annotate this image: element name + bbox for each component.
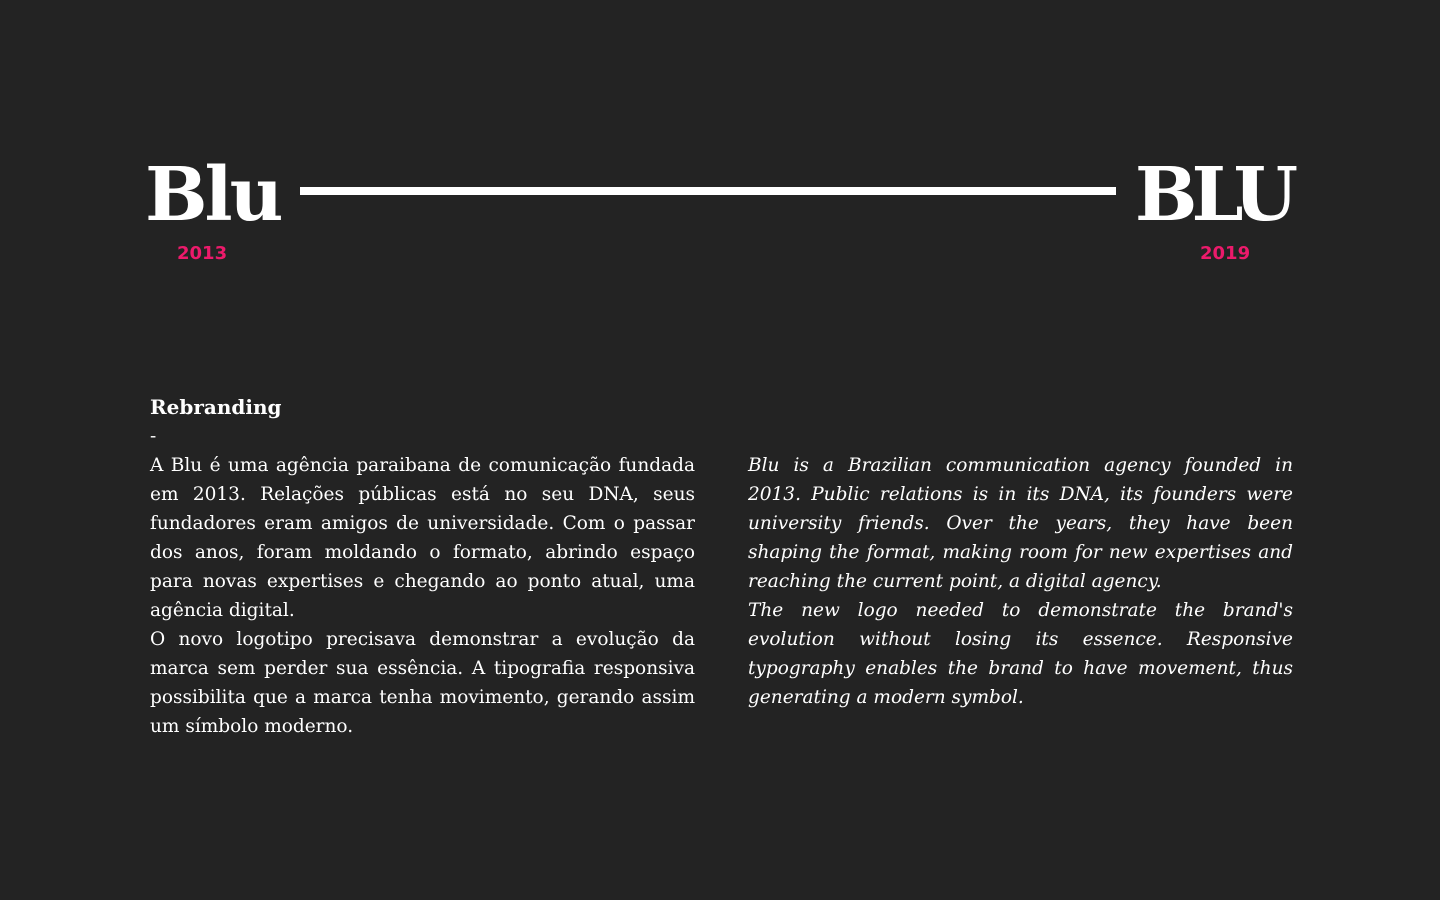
portuguese-paragraph-2: O novo logotipo precisava demonstrar a evolução da marca sem perder sua essência. A tipografia responsiva possibilita que a marca tenha movimento, gerando assim um símbolo moderno. <box>150 629 695 737</box>
english-description <box>748 451 1293 712</box>
timeline-divider <box>300 187 1116 195</box>
new-logo-year: 2019 <box>1200 243 1251 264</box>
old-logo: Blu <box>145 152 281 238</box>
section-heading: Rebranding <box>150 395 282 419</box>
portuguese-description <box>150 392 695 741</box>
heading-dash: - <box>150 426 157 447</box>
old-logo-year: 2013 <box>177 243 228 264</box>
portuguese-paragraph-1: A Blu é uma agência paraibana de comunicação fundada em 2013. Relações públicas está no seu DNA, seus fundadores eram amigos de universidade. Com o passar dos anos, foram moldando o formato, abrindo espaço para novas expertises e chegando ao ponto atual, uma agência digital. <box>150 455 695 621</box>
new-logo: BLU <box>1134 152 1292 238</box>
english-paragraph-1: Blu is a Brazilian communication agency founded in 2013. Public relations is in its DNA, its founders were university friends. Over the years, they have been shaping the format, making room for new expertises and reaching the current point, a digital agency. <box>748 455 1293 592</box>
english-paragraph-2: The new logo needed to demonstrate the brand's evolution without losing its essence. Responsive typography enables the brand to have movement, thus generating a modern symbol. <box>748 600 1293 708</box>
